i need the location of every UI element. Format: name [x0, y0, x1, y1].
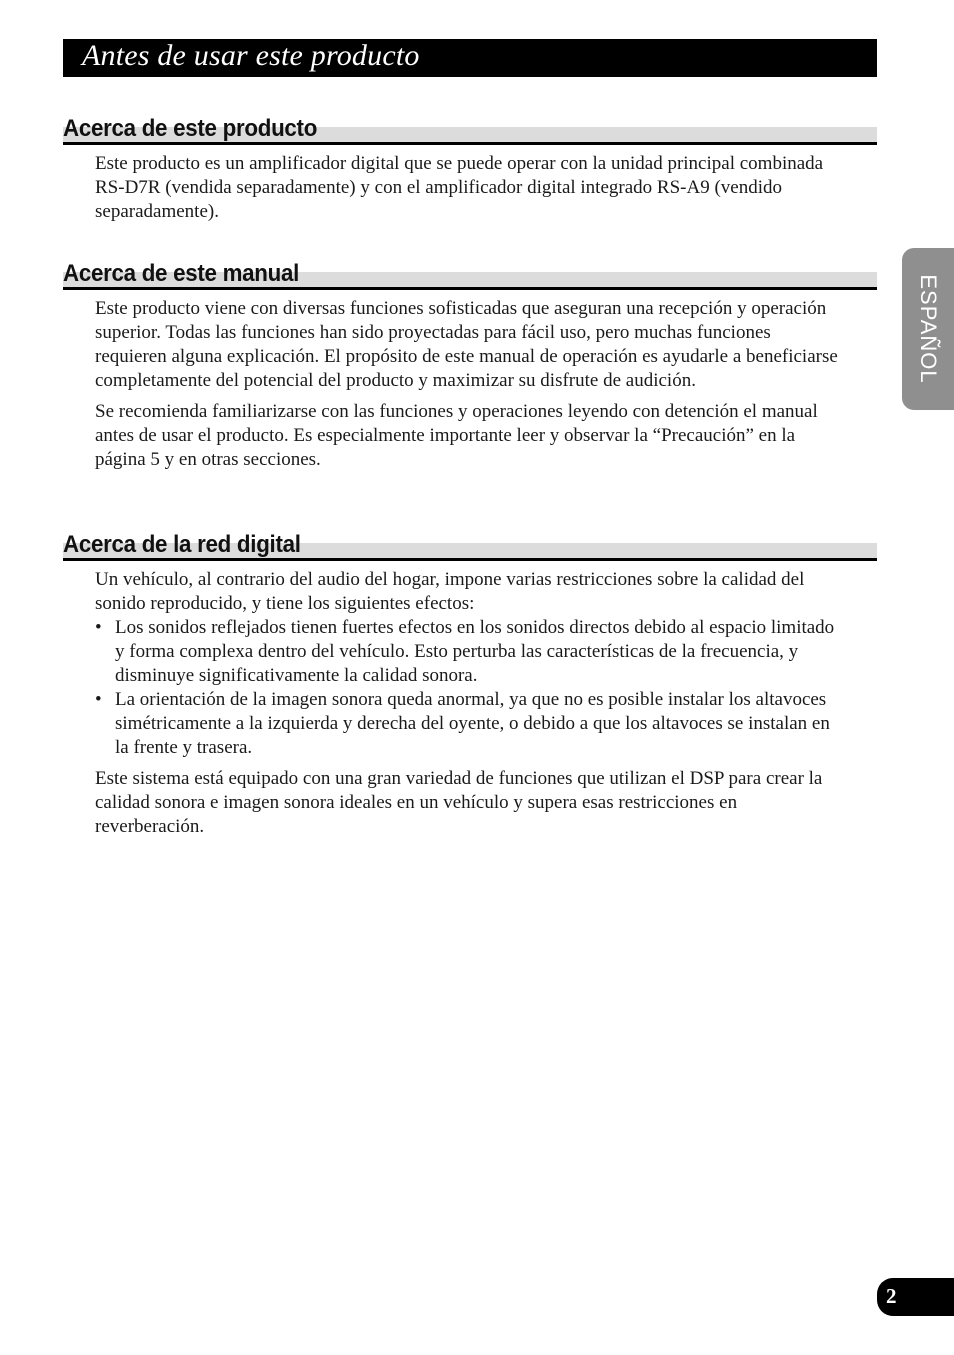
paragraph: Este producto viene con diversas funciones sofisticadas que aseguran una recepción y operación superior. Todas las funciones han sido proyectadas para fácil uso, pero muchas funciones requieren alguna explicación. El propósito de este manual de operación es ayudarle a beneficiarse completamente del potencial del producto y maximizar su disfrute de audición. — [95, 298, 838, 391]
page-title: Antes de usar este producto — [82, 39, 420, 72]
language-tab — [902, 248, 954, 410]
list-item — [95, 688, 840, 760]
paragraph-intro: Un vehículo, al contrario del audio del hogar, impone varias restricciones sobre la calidad del sonido reproducido, y tiene los siguientes efectos: — [95, 569, 805, 614]
section-heading: Acerca de este manual — [63, 260, 300, 287]
list-item-text: Los sonidos reflejados tienen fuertes efectos en los sonidos directos debido al espacio limitado y forma complexa dentro del vehículo. Esto perturba las características de la frecuencia, y disminuye significativamente la calidad sonora. — [115, 617, 835, 686]
page-number-tab — [877, 1278, 954, 1316]
section-heading-bar — [63, 256, 877, 290]
section-body — [95, 152, 840, 224]
page-title-bar — [63, 39, 877, 77]
section-heading: Acerca de este producto — [63, 115, 318, 142]
bullet-list — [95, 616, 840, 760]
section-heading: Acerca de la red digital — [63, 531, 301, 558]
language-tab-label: ESPAÑOL — [916, 274, 941, 384]
section-body — [95, 297, 840, 472]
section-acerca-red-digital — [63, 527, 877, 846]
section-acerca-manual — [63, 256, 877, 479]
paragraph: Este producto es un amplificador digital que se puede operar con la unidad principal combinada RS-D7R (vendida separadamente) y con el amplificador digital integrado RS-A9 (vendido separadamente). — [95, 153, 824, 222]
section-acerca-producto — [63, 111, 877, 231]
list-item-text: La orientación de la imagen sonora queda anormal, ya que no es posible instalar los altavoces simétricamente a la izquierda y derecha del oyente, o debido a que los altavoces se instalan en la frente y trasera. — [115, 689, 830, 758]
section-heading-bar — [63, 527, 877, 561]
bullet-icon: • — [95, 617, 102, 638]
paragraph-closing: Este sistema está equipado con una gran variedad de funciones que utilizan el DSP para crear la calidad sonora e imagen sonora ideales en un vehículo y supera esas restricciones en reverberación. — [95, 768, 823, 837]
paragraph: Se recomienda familiarizarse con las funciones y operaciones leyendo con detención el manual antes de usar el producto. Es especialmente importante leer y observar la “Precaución” en la página 5 y en otras secciones. — [95, 401, 818, 470]
list-item — [95, 616, 840, 688]
page-number: 2 — [886, 1284, 897, 1308]
section-heading-bar — [63, 111, 877, 145]
section-body — [95, 568, 840, 839]
bullet-icon: • — [95, 689, 102, 710]
